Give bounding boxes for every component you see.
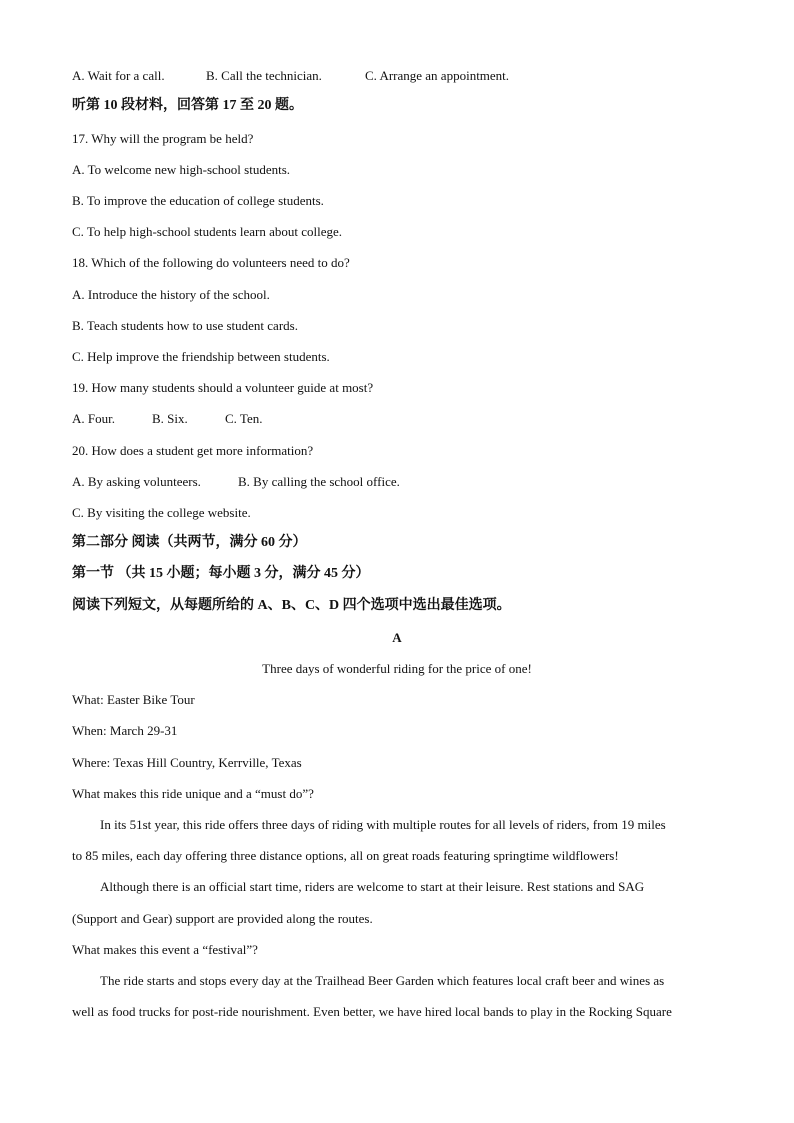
q19-question: 19. How many students should a volunteer guide at most?: [72, 380, 374, 395]
passage-paragraph-2-line-2: (Support and Gear) support are provided along the routes.: [72, 911, 373, 926]
q17-option-b: B. To improve the education of college students.: [72, 193, 324, 208]
q17-option-c: C. To help high-school students learn about college.: [72, 224, 342, 239]
section1-heading: 第一节 （共 15 小题；每小题 3 分，满分 45 分）: [72, 566, 370, 581]
passage-letter: A: [392, 630, 402, 645]
passage-subtitle: Three days of wonderful riding for the price of one!: [262, 661, 532, 676]
passage-paragraph-2-line-1: Although there is an official start time, riders are welcome to start at their leisure. Rest stations and SAG: [100, 879, 645, 894]
q20-option-a: A. By asking volunteers.: [72, 474, 201, 489]
q16-option-c: C. Arrange an appointment.: [365, 68, 510, 83]
q18-option-c: C. Help improve the friendship between students.: [72, 349, 330, 364]
part2-heading: 第二部分 阅读（共两节，满分 60 分）: [72, 535, 307, 550]
section10-heading: 听第 10 段材料，回答第 17 至 20 题。: [72, 98, 303, 113]
instructions: 阅读下列短文，从每题所给的 A、B、C、D 四个选项中选出最佳选项。: [72, 598, 511, 613]
q19-option-a: A. Four.: [72, 411, 115, 426]
passage-question-unique: What makes this ride unique and a “must do”?: [72, 786, 314, 801]
passage-paragraph-3-line-2: well as food trucks for post-ride nourishment. Even better, we have hired local bands to play in the Rocking Square: [72, 1004, 672, 1019]
q18-option-b: B. Teach students how to use student cards.: [72, 318, 298, 333]
passage-question-festival: What makes this event a “festival”?: [72, 942, 258, 957]
q20-option-b: B. By calling the school office.: [238, 474, 400, 489]
q20-question: 20. How does a student get more information?: [72, 443, 314, 458]
q16-option-a: A. Wait for a call.: [72, 68, 165, 83]
q16-option-b: B. Call the technician.: [206, 68, 322, 83]
q18-question: 18. Which of the following do volunteers need to do?: [72, 255, 350, 270]
q20-option-c: C. By visiting the college website.: [72, 505, 251, 520]
q17-question: 17. Why will the program be held?: [72, 131, 254, 146]
q18-option-a: A. Introduce the history of the school.: [72, 287, 270, 302]
passage-when: When: March 29-31: [72, 723, 178, 738]
q17-option-a: A. To welcome new high-school students.: [72, 162, 291, 177]
passage-where: Where: Texas Hill Country, Kerrville, Texas: [72, 755, 302, 770]
passage-paragraph-3-line-1: The ride starts and stops every day at the Trailhead Beer Garden which features local craft beer and wines as: [100, 973, 665, 988]
passage-paragraph-1-line-1: In its 51st year, this ride offers three days of riding with multiple routes for all levels of riders, from 19 miles: [100, 817, 666, 832]
passage-what: What: Easter Bike Tour: [72, 692, 195, 707]
passage-paragraph-1-line-2: to 85 miles, each day offering three distance options, all on great roads featuring springtime wildflowers!: [72, 848, 619, 863]
q19-option-c: C. Ten.: [225, 411, 263, 426]
q19-option-b: B. Six.: [152, 411, 188, 426]
